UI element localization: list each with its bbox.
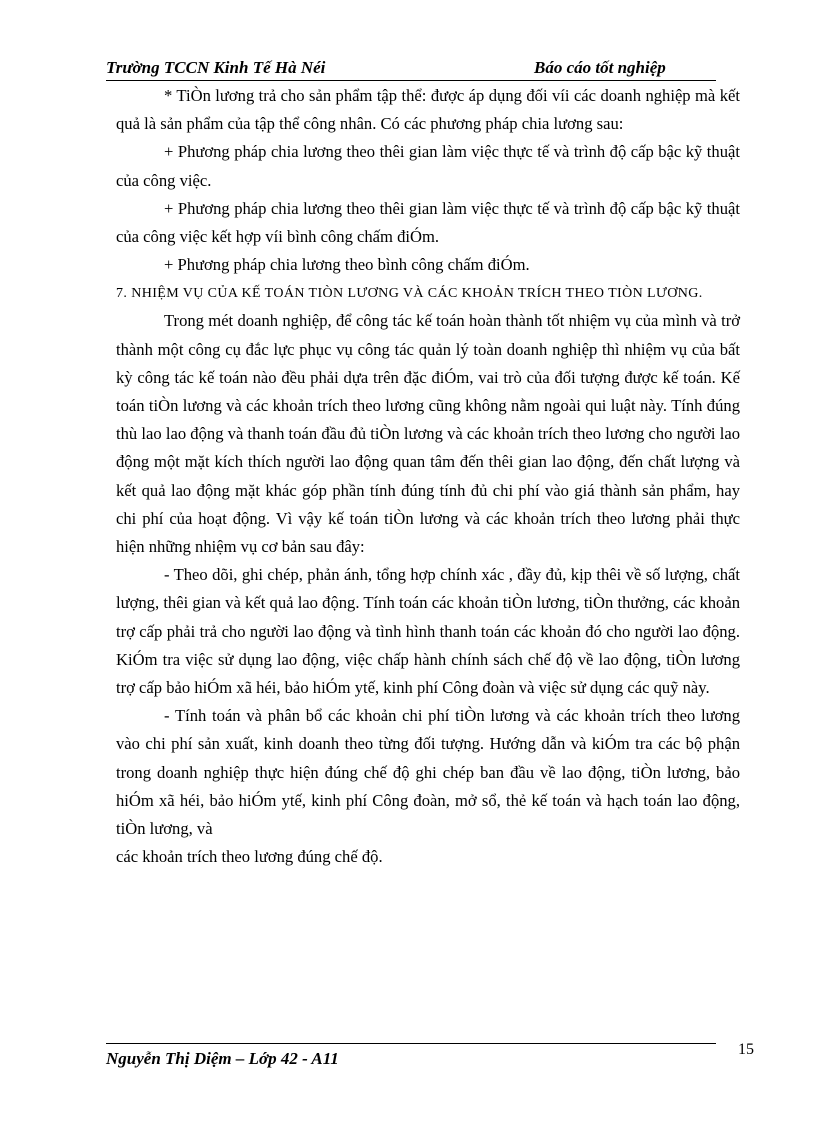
paragraph-collective-pay: * TiÒn lương trả cho sản phẩm tập thể: được áp dụng đối víi các doanh nghiệp mà kết quả là sản phẩm của tập thể công nhân. Có các phương pháp chia lương sau:: [116, 86, 740, 134]
page-number: 15: [738, 1041, 754, 1058]
school-name: Trường TCCN Kinh Tế Hà Néi: [106, 58, 326, 77]
header-rule: [106, 80, 716, 81]
paragraph-intro: Trong mét doanh nghiệp, để công tác kế toán hoàn thành tốt nhiệm vụ của mình và trở thành một công cụ đắc lực phục vụ công tác quản lý toàn doanh nghiệp thì nhiệm vụ của bất kỳ công tác kế toán nào đều phải dựa trên đặc điÓm, vai trò của đối tượng được kế toán. Kế toán tiÒn lương và các khoản trích theo lương cũng không nằm ngoài qui luật này. Tính đúng thù lao lao động và thanh toán đầu đủ tiÒn lương và các khoản trích theo lương cho người lao động một mặt kích thích người lao động quan tâm đến thêi gian lao động, đến chất lượng và kết quả lao động mặt khác góp phần tính đúng tính đủ chi phí vào giá thành sản phẩm, hay chi phí của hoạt động. Vì vậy kế toán tiÒn lương và các khoản trích theo lương phải thực hiện những nhiệm vụ cơ bản sau đây:: [116, 311, 740, 557]
footer-rule: [106, 1043, 716, 1044]
paragraph-task-2-end: các khoản trích theo lương đúng chế độ.: [116, 847, 383, 867]
paragraph-task-1: - Theo dõi, ghi chép, phản ánh, tổng hợp chính xác , đầy đủ, kịp thêi về số lượng, chất lượng, thêi gian và kết quả lao động. Tính toán các khoản tiÒn lương, tiÒn thưởng, các khoản trợ cấp phải trả cho người lao động và tình hình thanh toán các khoản đó cho người lao động. KiÓm tra việc sử dụng lao động, việc chấp hành chính sách chế độ về lao động, tiÒn lương trợ cấp bảo hiÓm xã héi, bảo hiÓm ytế, kinh phí Công đoàn và việc sử dụng các quỹ này.: [116, 565, 740, 698]
paragraph-method-3: + Phương pháp chia lương theo bình công chấm điÓm.: [164, 255, 530, 275]
paragraph-task-2: - Tính toán và phân bổ các khoản chi phí tiÒn lương và các khoản trích theo lương vào chi phí sản xuất, kinh doanh theo từng đối tượng. Hướng dẫn và kiÓm tra các bộ phận trong doanh nghiệp thực hiện đúng chế độ ghi chép ban đầu về lao động, tiÒn lương, bảo hiÓm xã héi, bảo hiÓm ytế, kinh phí Công đoàn, mở sổ, thẻ kế toán và hạch toán lao động, tiÒn lương, và: [116, 706, 740, 839]
page-header: [106, 58, 716, 80]
author-line: Nguyễn Thị Diệm – Lớp 42 - A11: [106, 1049, 339, 1068]
paragraph-method-2: + Phương pháp chia lương theo thêi gian làm việc thực tế và trình độ cấp bậc kỹ thuật của công việc kết hợp víi bình công chấm điÓm.: [116, 198, 740, 247]
paragraph-method-1: + Phương pháp chia lương theo thêi gian làm việc thực tế và trình độ cấp bậc kỹ thuật của công việc.: [116, 142, 740, 190]
document-body: [116, 82, 740, 871]
report-title: Báo cáo tốt nghiệp: [534, 58, 666, 77]
section-heading: 7. NHIỆM VỤ CỦA KẾ TOÁN TIÒN LƯƠNG VÀ CÁC KHOẢN TRÍCH THEO TIÒN LƯƠNG.: [116, 286, 703, 302]
